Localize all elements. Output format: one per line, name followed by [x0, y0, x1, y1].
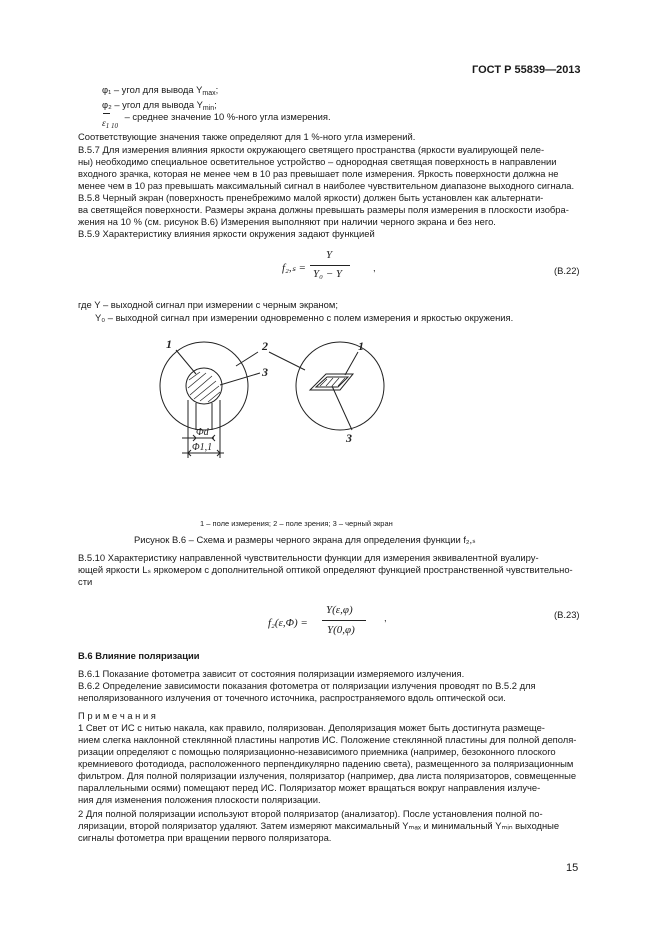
para-b57-l1: В.5.7 Для измерения влияния яркости окружающего светящего пространства (яркости вуалирующей пеле-	[78, 144, 545, 155]
formula-22-lhs: f₂,ₛ =	[282, 262, 306, 274]
formula-22-number: (В.22)	[554, 265, 580, 276]
note2-l3: сигналы фотометра при вращении первого поляризатора.	[78, 832, 332, 843]
def-eps: $\varepsilon_{1 10}$ – среднее значение 10 %-ного угла измерения.	[102, 111, 331, 130]
note1-l5: фильтром. Для полной поляризации излучения, поляризатор (например, два листа поляризаторов, совмещенные	[78, 770, 577, 781]
formula-23-comma: ,	[384, 612, 387, 623]
note1-l2: нием слегка наклонной стеклянной пластины напротив ИС. Положение стеклянной пластины для полной деполя-	[78, 734, 577, 745]
formula-23-den: Y(0,φ)	[327, 624, 355, 636]
section-b6-title: В.6 Влияние поляризации	[78, 650, 200, 661]
note1-l4: кремниевого фотодиода, расположенного перпендикулярно падению света), размещенного за поляризационным	[78, 758, 574, 769]
para-b57-l3: входного зрачка, которая не менее чем в 10 раз превышает поле измерения. Яркость поверхности должна не	[78, 168, 559, 179]
eps-symbol: $\varepsilon_{1 10}$	[102, 119, 118, 130]
notes-title: П р и м е ч а н и я	[78, 710, 156, 721]
formula-22-comma: ,	[373, 262, 376, 273]
para-1: Соответствующие значения также определяют для 1 %-ного угла измерений.	[78, 131, 416, 142]
standard-number: ГОСТ Р 55839—2013	[472, 64, 581, 76]
formula-22-bar	[310, 265, 350, 266]
para-b510-l1: В.5.10 Характеристику направленной чувствительности функции для измерения эквивалентной вуалиру-	[78, 552, 539, 563]
para-b62-l2: неполяризованного излучения от точечного источника, распространяемого вдоль оптической оси.	[78, 692, 506, 703]
para-b58-l2: ва светящейся поверхности. Размеры экрана должны превышать размеры поля измерения в плоскости изобра-	[78, 204, 569, 215]
para-b510-l2: ющей яркости Lₛ яркомером с дополнительной оптикой определяют функцией пространственной чувствительно-	[78, 564, 573, 575]
note1-l3: ризации определяют с помощью поляризационно-независимого приемника (например, безоконного плоского	[78, 746, 556, 757]
fig-label-2: 2	[262, 339, 268, 353]
para-b57-l4: менее чем в 10 раз превышать максимальный сигнал в наиболее чувствительном диапазоне выходного сигнала.	[78, 180, 575, 191]
left-field-of-view	[160, 342, 248, 430]
eps-overline	[103, 113, 110, 114]
dim-d: Φd	[196, 427, 209, 438]
fig-label-1b: 1	[358, 339, 364, 353]
note2-l1: 2 Для полной поляризации используют второй поляризатор (анализатор). После установления полной по-	[78, 808, 543, 819]
formula-23-bar	[322, 620, 366, 621]
formula-22-num: Y	[326, 249, 333, 261]
dim-11: Φ1,1	[192, 442, 213, 453]
figure-caption: Рисунок В.6 – Схема и размеры черного экрана для определения функции f₂,ₛ	[134, 534, 476, 545]
right-black-screen	[310, 374, 353, 390]
def-phi1: φ₁ – угол для вывода $Y_{max}$;	[102, 84, 219, 97]
note1-l6: параллельными осями) помещают перед ИС. Поляризатор может вращаться вокруг направления излуче-	[78, 782, 541, 793]
fig-label-3: 3	[262, 365, 268, 379]
left-measurement-field	[186, 368, 222, 404]
para-b58-l1: В.5.8 Черный экран (поверхность пренебрежимо малой яркости) должен быть установлен как альтернати-	[78, 192, 544, 203]
para-b59: В.5.9 Характеристику влияния яркости окружения задают функцией	[78, 228, 375, 239]
formula-23-lhs: f₂(ε,Φ) =	[268, 617, 308, 629]
fig-label-3b: 3	[346, 431, 352, 445]
page-number: 15	[566, 862, 579, 874]
where-y0: Y₀ – выходной сигнал при измерении одновременно с полем измерения и яркостью окружения.	[95, 312, 514, 323]
right-field-of-view	[296, 342, 384, 430]
para-b510-l3: сти	[78, 576, 93, 587]
def-phi2: φ₂ – угол для вывода $Y_{min}$;	[102, 99, 217, 112]
para-b57-l2: ны) необходимо специальное осветительное устройство – однородная светящая поверхность в направлении	[78, 156, 557, 167]
note1-l1: 1 Свет от ИС с нитью накала, как правило, поляризован. Деполяризация может быть достигнута размеще-	[78, 722, 545, 733]
note1-l7: ния для изменения положения плоскости поляризации.	[78, 794, 321, 805]
formula-23-num: Y(ε,φ)	[326, 604, 353, 616]
formula-23-number: (В.23)	[554, 609, 580, 620]
fig-label-1: 1	[166, 337, 172, 351]
note2-l2: ляризации, второй поляризатор удаляют. Затем измеряют максимальный Yₘₐₓ и минимальный Yₘᵢₙ выходные	[78, 820, 560, 831]
where-y: где Y – выходной сигнал при измерении с черным экраном;	[78, 299, 338, 310]
formula-22-den: Y₀ − Y	[313, 268, 342, 280]
figure-b6	[0, 330, 661, 540]
para-b62-l1: В.6.2 Определение зависимости показания фотометра от поляризации излучения проводят по В.5.2 для	[78, 680, 536, 691]
para-b58-l3: жения на 10 % (см. рисунок В.6) Измерения выполняют при наличии черного экрана и без него.	[78, 216, 496, 227]
figure-legend: 1 – поле измерения; 2 – поле зрения; 3 – черный экран	[200, 519, 393, 528]
para-b61: В.6.1 Показание фотометра зависит от состояния поляризации измеряемого излучения.	[78, 668, 465, 679]
